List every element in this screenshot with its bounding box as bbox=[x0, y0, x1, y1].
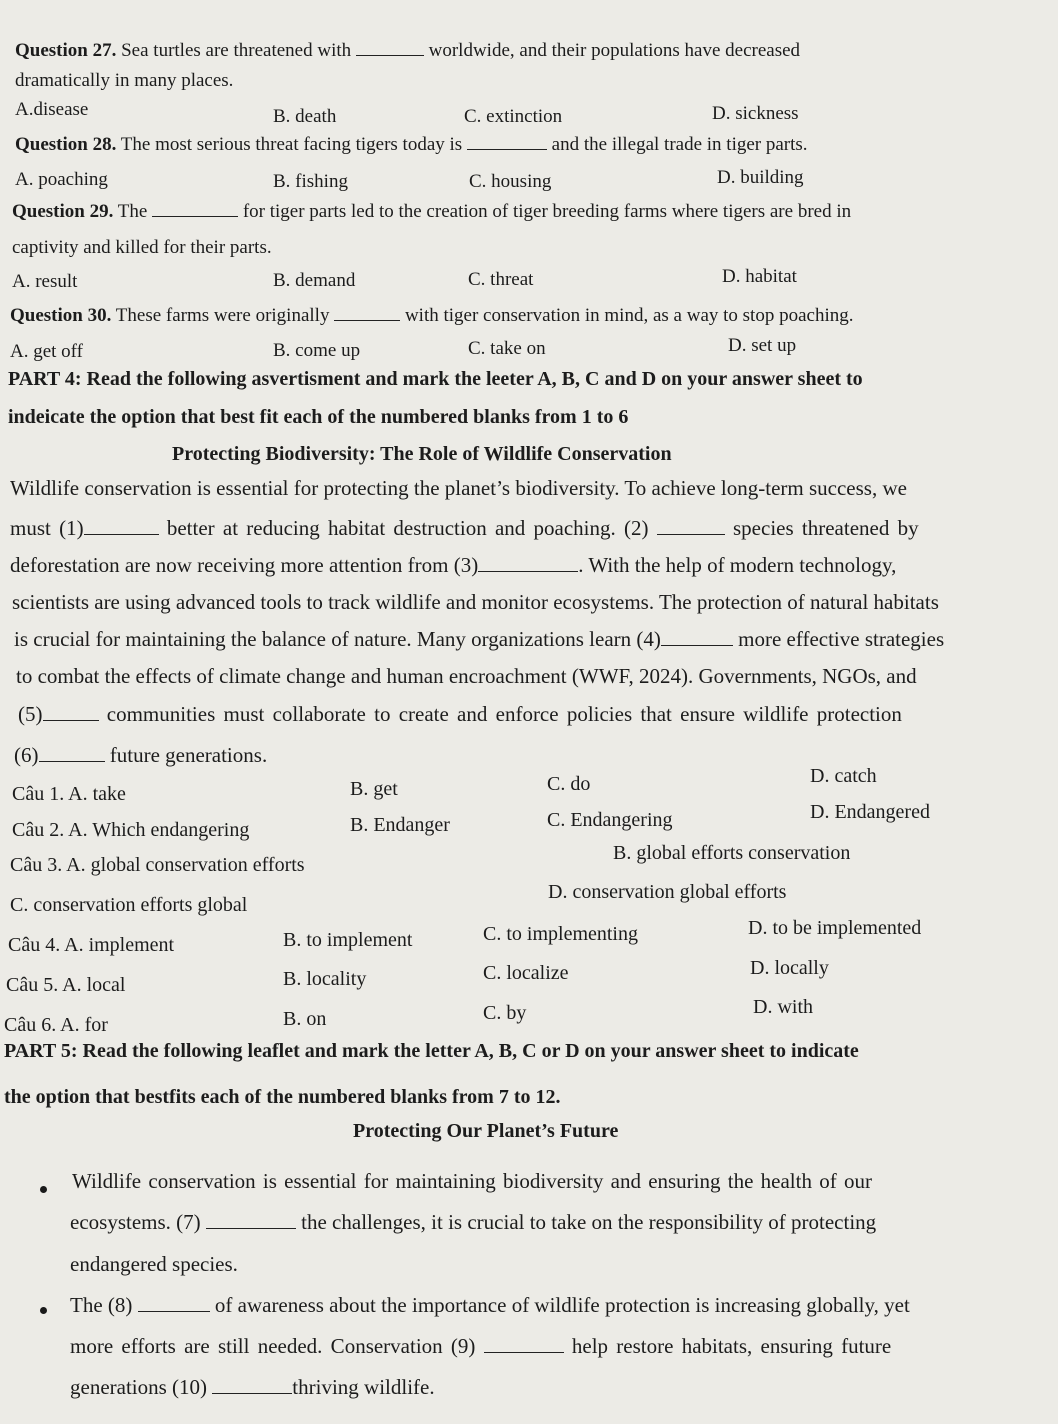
part5-b2-l2a: more efforts are still needed. Conservation (9) bbox=[70, 1334, 476, 1358]
cau-2-option-c[interactable]: C. Endangering bbox=[547, 809, 673, 831]
part5-bullet-2-line-3 bbox=[70, 1375, 435, 1400]
q27-option-b[interactable]: B. death bbox=[273, 106, 337, 127]
question-28-line-1 bbox=[15, 134, 808, 156]
q30-option-d[interactable]: D. set up bbox=[728, 335, 797, 356]
q30-option-b[interactable]: B. come up bbox=[273, 340, 361, 361]
cau-4-option-d[interactable]: D. to be implemented bbox=[748, 917, 922, 939]
part4-passage-line-1: Wildlife conservation is essential for protecting the planet’s biodiversity. To achieve long-term success, we bbox=[10, 476, 907, 500]
question-30-label: Question 30. bbox=[10, 305, 112, 326]
q30-option-c[interactable]: C. take on bbox=[468, 338, 546, 359]
part5-heading-line-2: the option that bestfits each of the numbered blanks from 7 to 12. bbox=[4, 1086, 561, 1108]
cau-4-option-c[interactable]: C. to implementing bbox=[483, 923, 638, 945]
q28-option-a[interactable]: A. poaching bbox=[15, 169, 108, 190]
cau-1-label bbox=[12, 783, 126, 806]
part4-p5b: more effective strategies bbox=[738, 627, 945, 651]
part4-p2b: better at reducing habitat destruction and poaching. (2) bbox=[166, 516, 649, 540]
blank-3[interactable] bbox=[478, 571, 578, 572]
q27-option-c[interactable]: C. extinction bbox=[464, 106, 563, 127]
blank-1[interactable] bbox=[84, 534, 159, 535]
part4-passage-line-8 bbox=[14, 743, 267, 768]
cau-3-number: Câu 3. bbox=[10, 854, 63, 876]
question-30-blank[interactable] bbox=[334, 320, 400, 321]
part5-bullet-1-line-2 bbox=[70, 1210, 876, 1235]
q29-option-c[interactable]: C. threat bbox=[468, 269, 534, 290]
blank-9[interactable] bbox=[484, 1352, 564, 1353]
cau-4-number: Câu 4. bbox=[8, 934, 61, 956]
cau-6-option-d[interactable]: D. with bbox=[753, 996, 813, 1018]
question-29-label: Question 29. bbox=[12, 201, 114, 222]
part4-passage-line-7 bbox=[18, 702, 902, 727]
cau-4-option-a[interactable]: A. implement bbox=[64, 934, 175, 956]
part5-heading-line-1: PART 5: Read the following leaflet and mark the letter A, B, C or D on your answer sheet to indicate bbox=[4, 1040, 859, 1062]
cau-5-option-a[interactable]: A. local bbox=[62, 974, 126, 996]
part5-b1-l2b: the challenges, it is crucial to take on the responsibility of protecting bbox=[301, 1210, 877, 1234]
cau-5-number: Câu 5. bbox=[6, 974, 59, 996]
question-28-text-a: The most serious threat facing tigers today is bbox=[120, 134, 463, 155]
blank-8[interactable] bbox=[138, 1311, 210, 1312]
question-27-text-c: dramatically in many places. bbox=[15, 70, 234, 91]
cau-5-option-c[interactable]: C. localize bbox=[483, 962, 569, 984]
question-30-text-a: These farms were originally bbox=[115, 305, 330, 326]
q29-option-d[interactable]: D. habitat bbox=[722, 266, 797, 287]
q29-option-a[interactable]: A. result bbox=[12, 271, 78, 292]
part4-passage-line-4: scientists are using advanced tools to track wildlife and monitor ecosystems. The protection of natural habitats bbox=[12, 590, 939, 614]
q28-option-c[interactable]: C. housing bbox=[469, 171, 552, 192]
cau-2-option-b[interactable]: B. Endanger bbox=[350, 814, 450, 836]
cau-5-label bbox=[6, 974, 125, 997]
question-28-text-b: and the illegal trade in tiger parts. bbox=[551, 134, 808, 155]
cau-6-option-b[interactable]: B. on bbox=[283, 1008, 327, 1030]
part4-p7a: (5) bbox=[18, 702, 43, 726]
cau-1-option-a[interactable]: A. take bbox=[68, 783, 126, 805]
part4-title: Protecting Biodiversity: The Role of Wildlife Conservation bbox=[172, 443, 672, 465]
cau-4-label bbox=[8, 934, 174, 957]
part4-passage-line-5 bbox=[14, 627, 944, 652]
part4-passage-line-2 bbox=[10, 516, 919, 541]
blank-2[interactable] bbox=[657, 534, 725, 535]
question-30-line-1 bbox=[10, 305, 853, 327]
cau-3-option-b[interactable]: B. global efforts conservation bbox=[613, 842, 851, 864]
part4-p2a: must (1) bbox=[10, 516, 84, 540]
part5-b2-l1a: The (8) bbox=[70, 1293, 133, 1317]
part5-b2-l2b: help restore habitats, ensuring future bbox=[571, 1334, 892, 1358]
cau-6-option-c[interactable]: C. by bbox=[483, 1002, 527, 1024]
blank-5[interactable] bbox=[43, 720, 99, 721]
cau-5-option-d[interactable]: D. locally bbox=[750, 957, 829, 979]
cau-1-number: Câu 1. bbox=[12, 783, 65, 805]
bullet-icon bbox=[40, 1307, 47, 1314]
part5-bullet-1-line-3: endangered species. bbox=[70, 1252, 238, 1276]
part4-heading-line-1: PART 4: Read the following asvertisment and mark the leeter A, B, C and D on your answer sheet to bbox=[8, 368, 863, 390]
cau-3-option-c[interactable]: C. conservation efforts global bbox=[10, 894, 248, 916]
part4-p8b: future generations. bbox=[109, 743, 268, 767]
part4-p3a: deforestation are now receiving more attention from (3) bbox=[10, 553, 479, 577]
cau-6-number: Câu 6. bbox=[4, 1014, 57, 1036]
cau-1-option-d[interactable]: D. catch bbox=[810, 765, 877, 787]
cau-6-label bbox=[4, 1014, 108, 1037]
part4-p7b: communities must collaborate to create and enforce policies that ensure wildlife protection bbox=[106, 702, 902, 726]
question-29-text-b: for tiger parts led to the creation of tiger breeding farms where tigers are bred in bbox=[242, 201, 852, 222]
question-27-text-a: Sea turtles are threatened with bbox=[121, 40, 352, 61]
part5-bullet-1-line-1: Wildlife conservation is essential for maintaining biodiversity and ensuring the health of our bbox=[72, 1169, 872, 1193]
cau-2-option-a[interactable]: A. Which endangering bbox=[68, 819, 250, 841]
part4-p3b: . With the help of modern technology, bbox=[578, 553, 897, 577]
part5-b2-l3a: generations (10) bbox=[70, 1375, 208, 1399]
blank-4[interactable] bbox=[661, 645, 733, 646]
part5-b1-l2a: ecosystems. (7) bbox=[70, 1210, 201, 1234]
part5-bullet-2-line-1 bbox=[70, 1293, 910, 1318]
question-29-line-1 bbox=[12, 201, 851, 223]
q29-option-b[interactable]: B. demand bbox=[273, 270, 356, 291]
cau-3-label bbox=[10, 854, 305, 877]
cau-2-number: Câu 2. bbox=[12, 819, 65, 841]
cau-2-option-d[interactable]: D. Endangered bbox=[810, 801, 930, 823]
blank-6[interactable] bbox=[39, 761, 105, 762]
q28-option-d[interactable]: D. building bbox=[717, 167, 804, 188]
cau-4-option-b[interactable]: B. to implement bbox=[283, 929, 413, 951]
question-30-text-b: with tiger conservation in mind, as a way to stop poaching. bbox=[404, 305, 854, 326]
question-29-text-c: captivity and killed for their parts. bbox=[12, 237, 272, 258]
cau-5-option-b[interactable]: B. locality bbox=[283, 968, 367, 990]
blank-10[interactable] bbox=[212, 1393, 292, 1394]
question-29-blank[interactable] bbox=[152, 216, 238, 217]
question-28-label: Question 28. bbox=[15, 134, 117, 155]
blank-7[interactable] bbox=[206, 1228, 296, 1229]
question-27-blank[interactable] bbox=[356, 55, 424, 56]
part4-heading-line-2: indeicate the option that best fit each of the numbered blanks from 1 to 6 bbox=[8, 406, 629, 428]
bullet-icon bbox=[40, 1186, 47, 1193]
question-28-blank[interactable] bbox=[467, 149, 547, 150]
question-27-line-1 bbox=[15, 40, 800, 62]
question-27-label: Question 27. bbox=[15, 40, 117, 61]
q27-option-d[interactable]: D. sickness bbox=[712, 103, 799, 124]
part4-p5a: is crucial for maintaining the balance of nature. Many organizations learn (4) bbox=[14, 627, 661, 651]
part5-b2-l1b: of awareness about the importance of wildlife protection is increasing globally, yet bbox=[214, 1293, 910, 1317]
part5-title: Protecting Our Planet’s Future bbox=[353, 1120, 619, 1142]
q28-option-b[interactable]: B. fishing bbox=[273, 171, 348, 192]
q30-option-a[interactable]: A. get off bbox=[10, 341, 83, 362]
part4-passage-line-6: to combat the effects of climate change and human encroachment (WWF, 2024). Governments, NGOs, and bbox=[16, 664, 917, 688]
part4-p8a: (6) bbox=[14, 743, 39, 767]
question-27-text-b: worldwide, and their populations have decreased bbox=[428, 40, 801, 61]
cau-6-option-a[interactable]: A. for bbox=[60, 1014, 108, 1036]
part5-bullet-2-line-2 bbox=[70, 1334, 891, 1359]
q27-option-a[interactable]: A.disease bbox=[15, 99, 89, 120]
cau-3-option-a[interactable]: A. global conservation efforts bbox=[66, 854, 305, 876]
cau-2-label bbox=[12, 819, 249, 842]
part4-passage-line-3 bbox=[10, 553, 896, 578]
question-29-text-a: The bbox=[117, 201, 148, 222]
cau-3-option-d[interactable]: D. conservation global efforts bbox=[548, 881, 787, 903]
cau-1-option-c[interactable]: C. do bbox=[547, 773, 591, 795]
part4-p2c: species threatened by bbox=[733, 516, 919, 540]
cau-1-option-b[interactable]: B. get bbox=[350, 778, 398, 800]
part5-b2-l3b: thriving wildlife. bbox=[292, 1375, 435, 1399]
